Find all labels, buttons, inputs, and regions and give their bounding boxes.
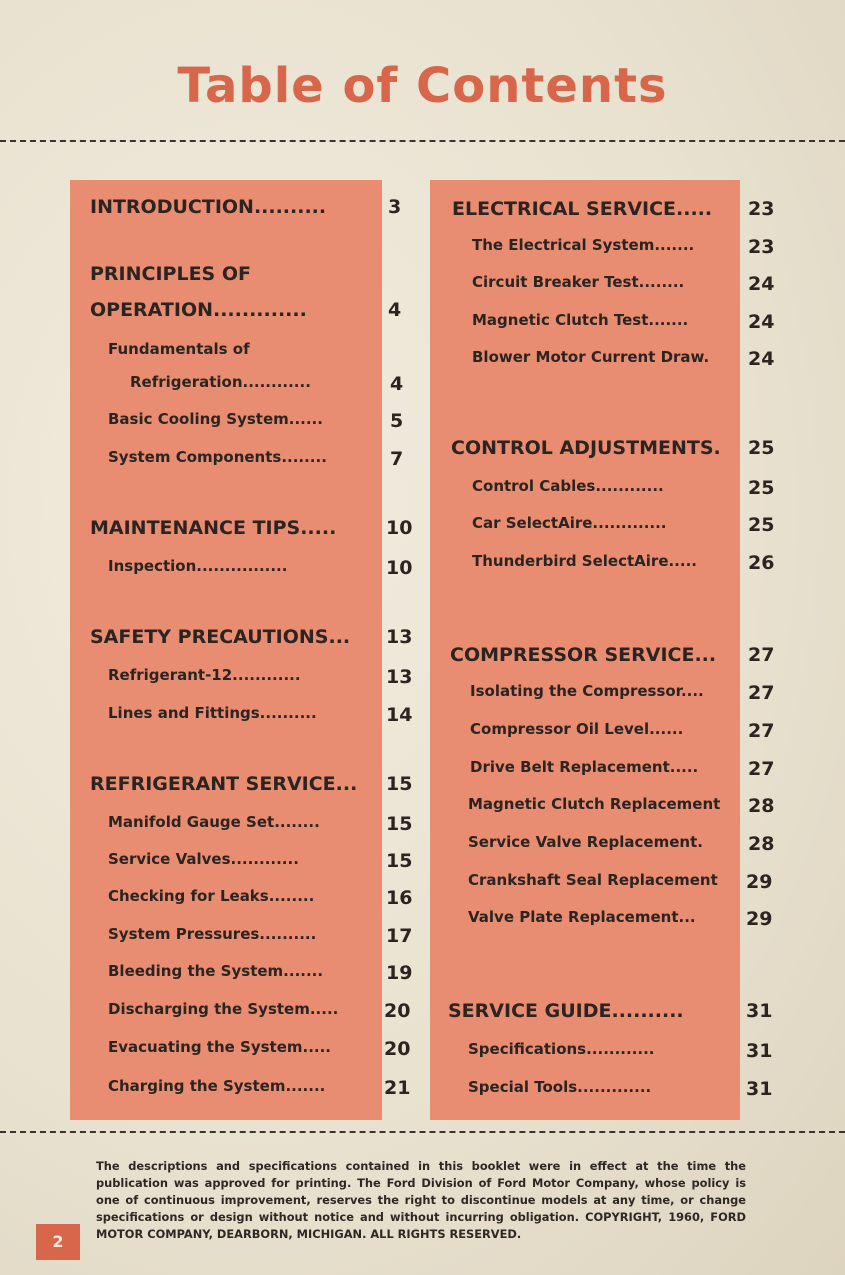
- toc-entry-title: Control Cables............: [472, 477, 664, 495]
- toc-entry-page: 4: [390, 373, 404, 395]
- toc-entry-title: Compressor Oil Level......: [470, 720, 684, 738]
- toc-entry-title: PRINCIPLES OF: [90, 263, 251, 285]
- toc-entry-title: COMPRESSOR SERVICE...: [450, 644, 717, 666]
- toc-entry-title: ELECTRICAL SERVICE.....: [452, 198, 713, 220]
- toc-entry-title: Refrigeration............: [130, 373, 311, 391]
- toc-entry-page: 13: [386, 666, 413, 688]
- toc-entry-title: Service Valves............: [108, 850, 299, 868]
- toc-entry-page: 31: [746, 1040, 773, 1062]
- toc-entry-page: 10: [386, 557, 413, 579]
- toc-entry-page: 4: [388, 299, 402, 321]
- toc-entry-title: Refrigerant-12............: [108, 666, 301, 684]
- toc-entry-title: Blower Motor Current Draw.: [472, 348, 710, 366]
- toc-entry-title: Special Tools.............: [468, 1078, 652, 1096]
- toc-entry-title: Lines and Fittings..........: [108, 704, 317, 722]
- toc-entry-page: 20: [384, 1000, 411, 1022]
- toc-entry-page: 23: [748, 198, 775, 220]
- toc-entry-title: Thunderbird SelectAire.....: [472, 552, 697, 570]
- toc-entry-title: REFRIGERANT SERVICE...: [90, 773, 358, 795]
- toc-entry-page: 14: [386, 704, 413, 726]
- toc-entry-page: 31: [746, 1000, 773, 1022]
- toc-entry-page: 25: [748, 437, 775, 459]
- toc-entry-page: 3: [388, 196, 402, 218]
- toc-entry-title: Charging the System.......: [108, 1077, 326, 1095]
- toc-entry-title: Inspection................: [108, 557, 288, 575]
- toc-entry-page: 24: [748, 311, 775, 333]
- toc-entry-title: System Pressures..........: [108, 925, 317, 943]
- toc-entry-title: SERVICE GUIDE..........: [448, 1000, 684, 1022]
- toc-entry-page: 27: [748, 758, 775, 780]
- toc-entry-page: 25: [748, 477, 775, 499]
- toc-entry-title: Fundamentals of: [108, 340, 250, 358]
- toc-entry-title: Checking for Leaks........: [108, 887, 315, 905]
- toc-entry-page: 28: [748, 795, 775, 817]
- bottom-divider: [0, 1131, 845, 1133]
- toc-entry-title: Drive Belt Replacement.....: [470, 758, 699, 776]
- toc-entry-page: 24: [748, 348, 775, 370]
- toc-entry-title: Valve Plate Replacement...: [468, 908, 696, 926]
- toc-entry-title: INTRODUCTION..........: [90, 196, 327, 218]
- toc-entry-title: The Electrical System.......: [472, 236, 695, 254]
- toc-entry-title: OPERATION.............: [90, 299, 307, 321]
- toc-entry-page: 20: [384, 1038, 411, 1060]
- toc-entry-page: 17: [386, 925, 413, 947]
- toc-entry-page: 24: [748, 273, 775, 295]
- toc-entry-title: Bleeding the System.......: [108, 962, 324, 980]
- toc-entry-page: 13: [386, 626, 413, 648]
- toc-entry-page: 21: [384, 1077, 411, 1099]
- toc-entry-title: Service Valve Replacement.: [468, 833, 703, 851]
- toc-entry-page: 15: [386, 813, 413, 835]
- page-title: Table of Contents: [177, 58, 668, 114]
- toc-entry-title: SAFETY PRECAUTIONS...: [90, 626, 351, 648]
- toc-entry-title: Specifications............: [468, 1040, 655, 1058]
- toc-entry-page: 31: [746, 1078, 773, 1100]
- toc-entry-page: 27: [748, 682, 775, 704]
- toc-entry-title: Car SelectAire.............: [472, 514, 667, 532]
- toc-entry-title: Basic Cooling System......: [108, 410, 323, 428]
- toc-entry-title: Magnetic Clutch Test.......: [472, 311, 689, 329]
- toc-entry-page: 23: [748, 236, 775, 258]
- toc-entry-page: 26: [748, 552, 775, 574]
- toc-entry-title: CONTROL ADJUSTMENTS.: [451, 437, 721, 459]
- toc-entry-title: System Components........: [108, 448, 327, 466]
- toc-entry-page: 15: [386, 773, 413, 795]
- toc-entry-page: 29: [746, 908, 773, 930]
- toc-entry-title: MAINTENANCE TIPS.....: [90, 517, 337, 539]
- toc-entry-title: Evacuating the System.....: [108, 1038, 332, 1056]
- toc-entry-page: 27: [748, 644, 775, 666]
- toc-entry-page: 5: [390, 410, 404, 432]
- toc-entry-page: 7: [390, 448, 404, 470]
- toc-entry-title: Magnetic Clutch Replacement: [468, 795, 721, 813]
- toc-entry-page: 10: [386, 517, 413, 539]
- toc-entry-page: 16: [386, 887, 413, 909]
- toc-entry-title: Circuit Breaker Test........: [472, 273, 685, 291]
- toc-entry-page: 25: [748, 514, 775, 536]
- toc-entry-title: Crankshaft Seal Replacement: [468, 871, 718, 889]
- toc-entry-page: 29: [746, 871, 773, 893]
- toc-entry-page: 28: [748, 833, 775, 855]
- toc-entry-title: Isolating the Compressor....: [470, 682, 704, 700]
- toc-entry-title: Discharging the System.....: [108, 1000, 339, 1018]
- toc-entry-title: Manifold Gauge Set........: [108, 813, 320, 831]
- page-number: 2: [36, 1224, 80, 1260]
- toc-entry-page: 19: [386, 962, 413, 984]
- toc-entry-page: 27: [748, 720, 775, 742]
- copyright-notice: The descriptions and specifications contained in this booklet were in effect at the time the publication was approved for printing. The Ford Division of Ford Motor Company, whose policy is one of continuous improvement, reserves the right to discontinue models at any time, or change specifications or design without notice and without incurring obligation. COPYRIGHT, 1960, FORD MOTOR COMPANY, DEARBORN, MICHIGAN. ALL RIGHTS RESERVED.: [96, 1159, 746, 1241]
- toc-entry-page: 15: [386, 850, 413, 872]
- top-divider: [0, 140, 845, 142]
